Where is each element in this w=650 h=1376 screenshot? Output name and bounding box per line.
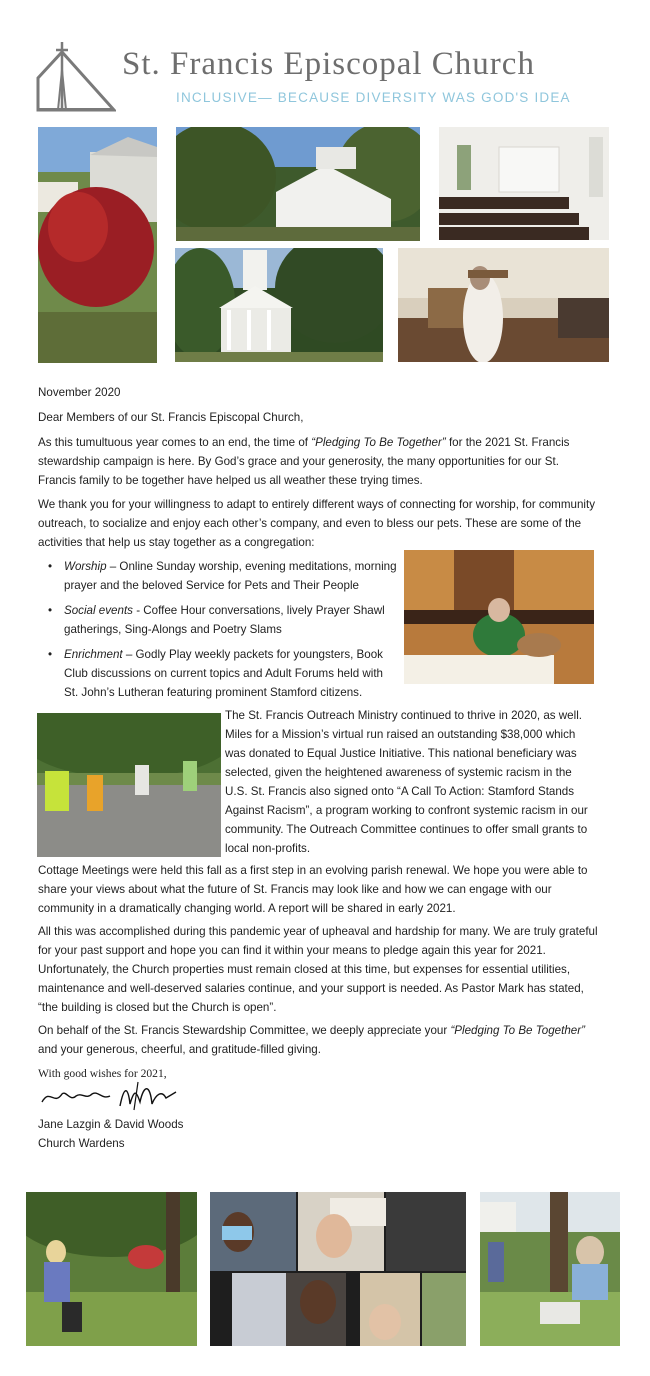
bullet-enrichment xyxy=(48,645,398,702)
photo-cottage-meeting-outdoor xyxy=(26,1192,197,1346)
bullet-dot-icon: • xyxy=(48,604,53,617)
bullet-text: – Godly Play weekly packets for youngsters, Book Club discussions on current topics and Adult Forums held with St. John’s Lutheran featuring prominent Stamford citizens. xyxy=(64,648,383,699)
photo-church-interior xyxy=(439,127,609,240)
photo-pet-blessing xyxy=(404,550,594,684)
photo-outreach-run xyxy=(37,713,221,857)
bullet-dot-icon: • xyxy=(48,560,53,573)
photo-church-red-tree xyxy=(38,127,157,363)
p6-emphasis: “Pledging To Be Together” xyxy=(450,1024,585,1037)
bullet-label: Enrichment xyxy=(64,648,123,661)
handwritten-signatures-icon xyxy=(40,1080,180,1112)
church-tagline: INCLUSIVE— BECAUSE DIVERSITY WAS GOD'S IDEA xyxy=(176,90,571,105)
bullet-text: – Online Sunday worship, evening meditations, morning prayer and the beloved Service for Pets and Their People xyxy=(64,560,397,592)
photo-zoom-meeting xyxy=(210,1192,466,1346)
bullet-text: - Coffee Hour conversations, lively Prayer Shawl gatherings, Sing-Alongs and Poetry Slams xyxy=(64,604,385,636)
letter-date: November 2020 xyxy=(38,386,121,399)
bullet-social-events xyxy=(48,601,398,639)
signers-names: Jane Lazgin & David Woods xyxy=(38,1118,184,1131)
bullet-label: Worship xyxy=(64,560,107,573)
signers-title: Church Wardens xyxy=(38,1137,125,1150)
letter-paragraph-6 xyxy=(38,1021,598,1059)
photo-cottage-meeting-garden xyxy=(480,1192,620,1346)
letter-paragraph-5: All this was accomplished during this pandemic year of upheaval and hardship for many. We are truly grateful for your past support and hope you can find it within your means to pledge again this year for 2021. Unfortunately, the Church properties must remain closed at this time, but expenses for essential utilities, maintenance and well-deserved salaries continue, and your support is needed. As Pastor Mark has stated, “the building is closed but the Church is open”. xyxy=(38,925,598,1014)
photo-priest-altar xyxy=(398,248,609,362)
letter-paragraph-1 xyxy=(38,433,598,490)
bullet-dot-icon: • xyxy=(48,648,53,661)
p1-emphasis: “Pledging To Be Together” xyxy=(311,436,446,449)
bullet-label: Social events xyxy=(64,604,133,617)
p1-text-a: As this tumultuous year comes to an end, the time of xyxy=(38,436,312,449)
bullet-worship xyxy=(48,557,398,595)
letter-paragraph-2: We thank you for your willingness to adapt to entirely different ways of connecting for worship, for community outreach, to socialize and enjoy each other’s company, and even to bless our pets. These are some of the activities that help us stay together as a congregation: xyxy=(38,498,595,549)
p6-text-b: and your generous, cheerful, and gratitude-filled giving. xyxy=(38,1043,321,1056)
letter-closing: With good wishes for 2021, xyxy=(38,1067,167,1080)
photo-church-steeple xyxy=(175,248,383,362)
letter-salutation: Dear Members of our St. Francis Episcopal Church, xyxy=(38,411,304,424)
letter-paragraph-4: Cottage Meetings were held this fall as a first step in an evolving parish renewal. We hope you were able to share your views about what the future of St. Francis may look like and how we can engage with our community in a dramatically changing world. A report will be shared in early 2021. xyxy=(38,864,588,915)
church-logo-icon xyxy=(36,40,116,112)
church-name: St. Francis Episcopal Church xyxy=(122,46,535,82)
p1-text-b: for the 2021 St. Francis stewardship campaign is here. By God’s grace and your generosity, the many opportunities for our St. Francis family to be together have helped us all weather these trying times. xyxy=(38,436,570,487)
photo-church-exterior xyxy=(176,127,420,241)
letter-paragraph-3: The St. Francis Outreach Ministry continued to thrive in 2020, as well. Miles for a Mission’s virtual run raised an outstanding $38,000 which was donated to Equal Justice Initiative. This national beneficiary was selected, given the heightened awareness of systemic racism in the U.S. St. Francis also signed onto “A Call To Action: Stamford Stands Against Racism”, a program working to confront systemic racism in our community. The Outreach Committee continues to offer small grants to local non-profits. xyxy=(225,709,588,855)
p6-text-a: On behalf of the St. Francis Stewardship Committee, we deeply appreciate your xyxy=(38,1024,451,1037)
